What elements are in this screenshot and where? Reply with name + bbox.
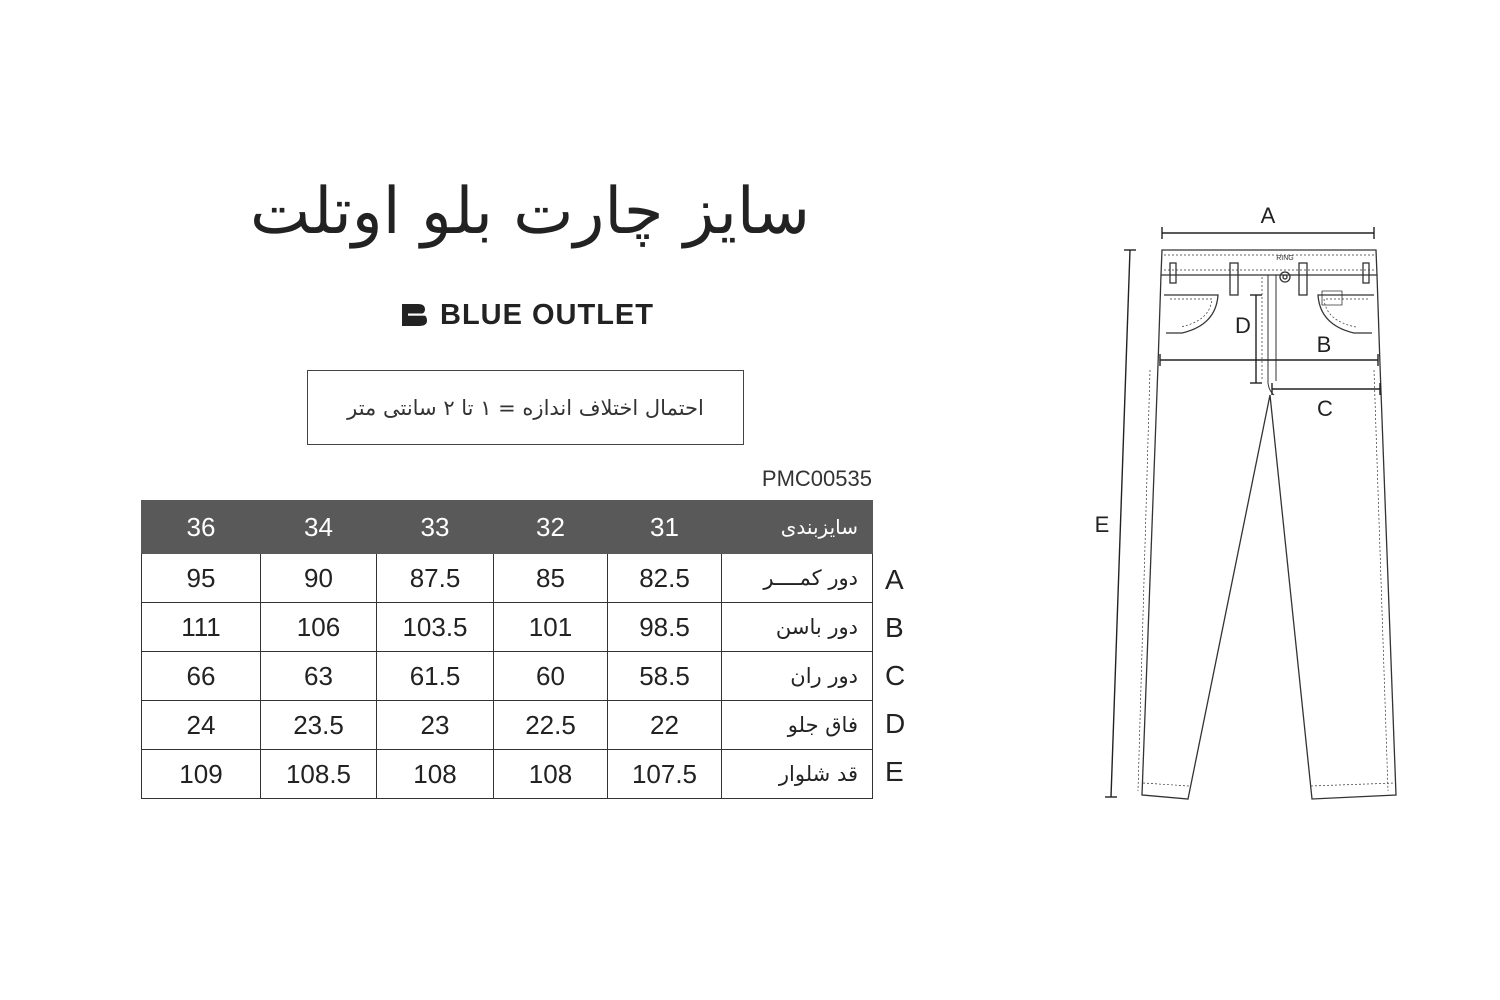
table-cell: 95 [142, 554, 261, 603]
row-label: دور ران [722, 652, 873, 701]
right-pocket [1318, 295, 1374, 333]
table-row [142, 701, 873, 750]
page-title: سایز چارت بلو اوتلت [249, 175, 811, 249]
label-c: C [1317, 396, 1333, 421]
brand-name: BLUE OUTLET [440, 298, 654, 331]
brand-logo-icon [400, 302, 430, 328]
table-cell: 108.5 [261, 750, 377, 799]
size-header-row [142, 501, 873, 554]
measurement-letter: A [885, 564, 904, 595]
pants-outline [1142, 275, 1396, 799]
measurement-letter: D [885, 708, 906, 739]
table-row [142, 603, 873, 652]
table-cell: 24 [142, 701, 261, 750]
label-b: B [1316, 332, 1332, 357]
table-row [142, 554, 873, 603]
table-cell: 23.5 [261, 701, 377, 750]
table-cell: 111 [142, 603, 261, 652]
measurement-letters [885, 554, 925, 794]
table-cell: 108 [377, 750, 494, 799]
product-code: PMC00535 [761, 466, 872, 491]
size-header-label: سایزبندی [722, 501, 873, 554]
table-cell: 101 [494, 603, 608, 652]
table-cell: 109 [142, 750, 261, 799]
left-pocket [1164, 295, 1218, 333]
measure-line-e [1111, 250, 1130, 797]
table-cell: 108 [494, 750, 608, 799]
row-label: فاق جلو [722, 701, 873, 750]
brand [400, 295, 654, 335]
size-tolerance-note: احتمال اختلاف اندازه = ۱ تا ۲ سانتی متر [307, 370, 744, 445]
table-row [142, 750, 873, 799]
table-cell: 103.5 [377, 603, 494, 652]
label-d: D [1235, 313, 1251, 338]
table-cell: 66 [142, 652, 261, 701]
table-cell: 22 [608, 701, 722, 750]
size-header: 31 [608, 501, 722, 554]
table-cell: 106 [261, 603, 377, 652]
row-label: قد شلوار [722, 750, 873, 799]
table-cell: 107.5 [608, 750, 722, 799]
table-cell: 98.5 [608, 603, 722, 652]
table-cell: 60 [494, 652, 608, 701]
waistband-tag: RING [1276, 255, 1294, 262]
table-cell: 22.5 [494, 701, 608, 750]
measurement-letter: B [885, 612, 904, 643]
size-header: 32 [494, 501, 608, 554]
table-cell: 87.5 [377, 554, 494, 603]
size-header: 36 [142, 501, 261, 554]
table-cell: 85 [494, 554, 608, 603]
table-cell: 63 [261, 652, 377, 701]
row-label: دور کمــــر [722, 554, 873, 603]
table-cell: 58.5 [608, 652, 722, 701]
label-e: E [1094, 512, 1110, 537]
table-row [142, 652, 873, 701]
measurement-letter: C [885, 660, 906, 691]
table-cell: 61.5 [377, 652, 494, 701]
label-a: A [1260, 203, 1276, 228]
size-header: 33 [377, 501, 494, 554]
size-header: 34 [261, 501, 377, 554]
table-cell: 23 [377, 701, 494, 750]
table-cell: 90 [261, 554, 377, 603]
row-label: دور باسن [722, 603, 873, 652]
pants-waistband [1161, 250, 1377, 275]
size-table [141, 500, 873, 799]
pants-diagram [1080, 195, 1420, 815]
measurement-letter: E [885, 756, 904, 787]
table-cell: 82.5 [608, 554, 722, 603]
